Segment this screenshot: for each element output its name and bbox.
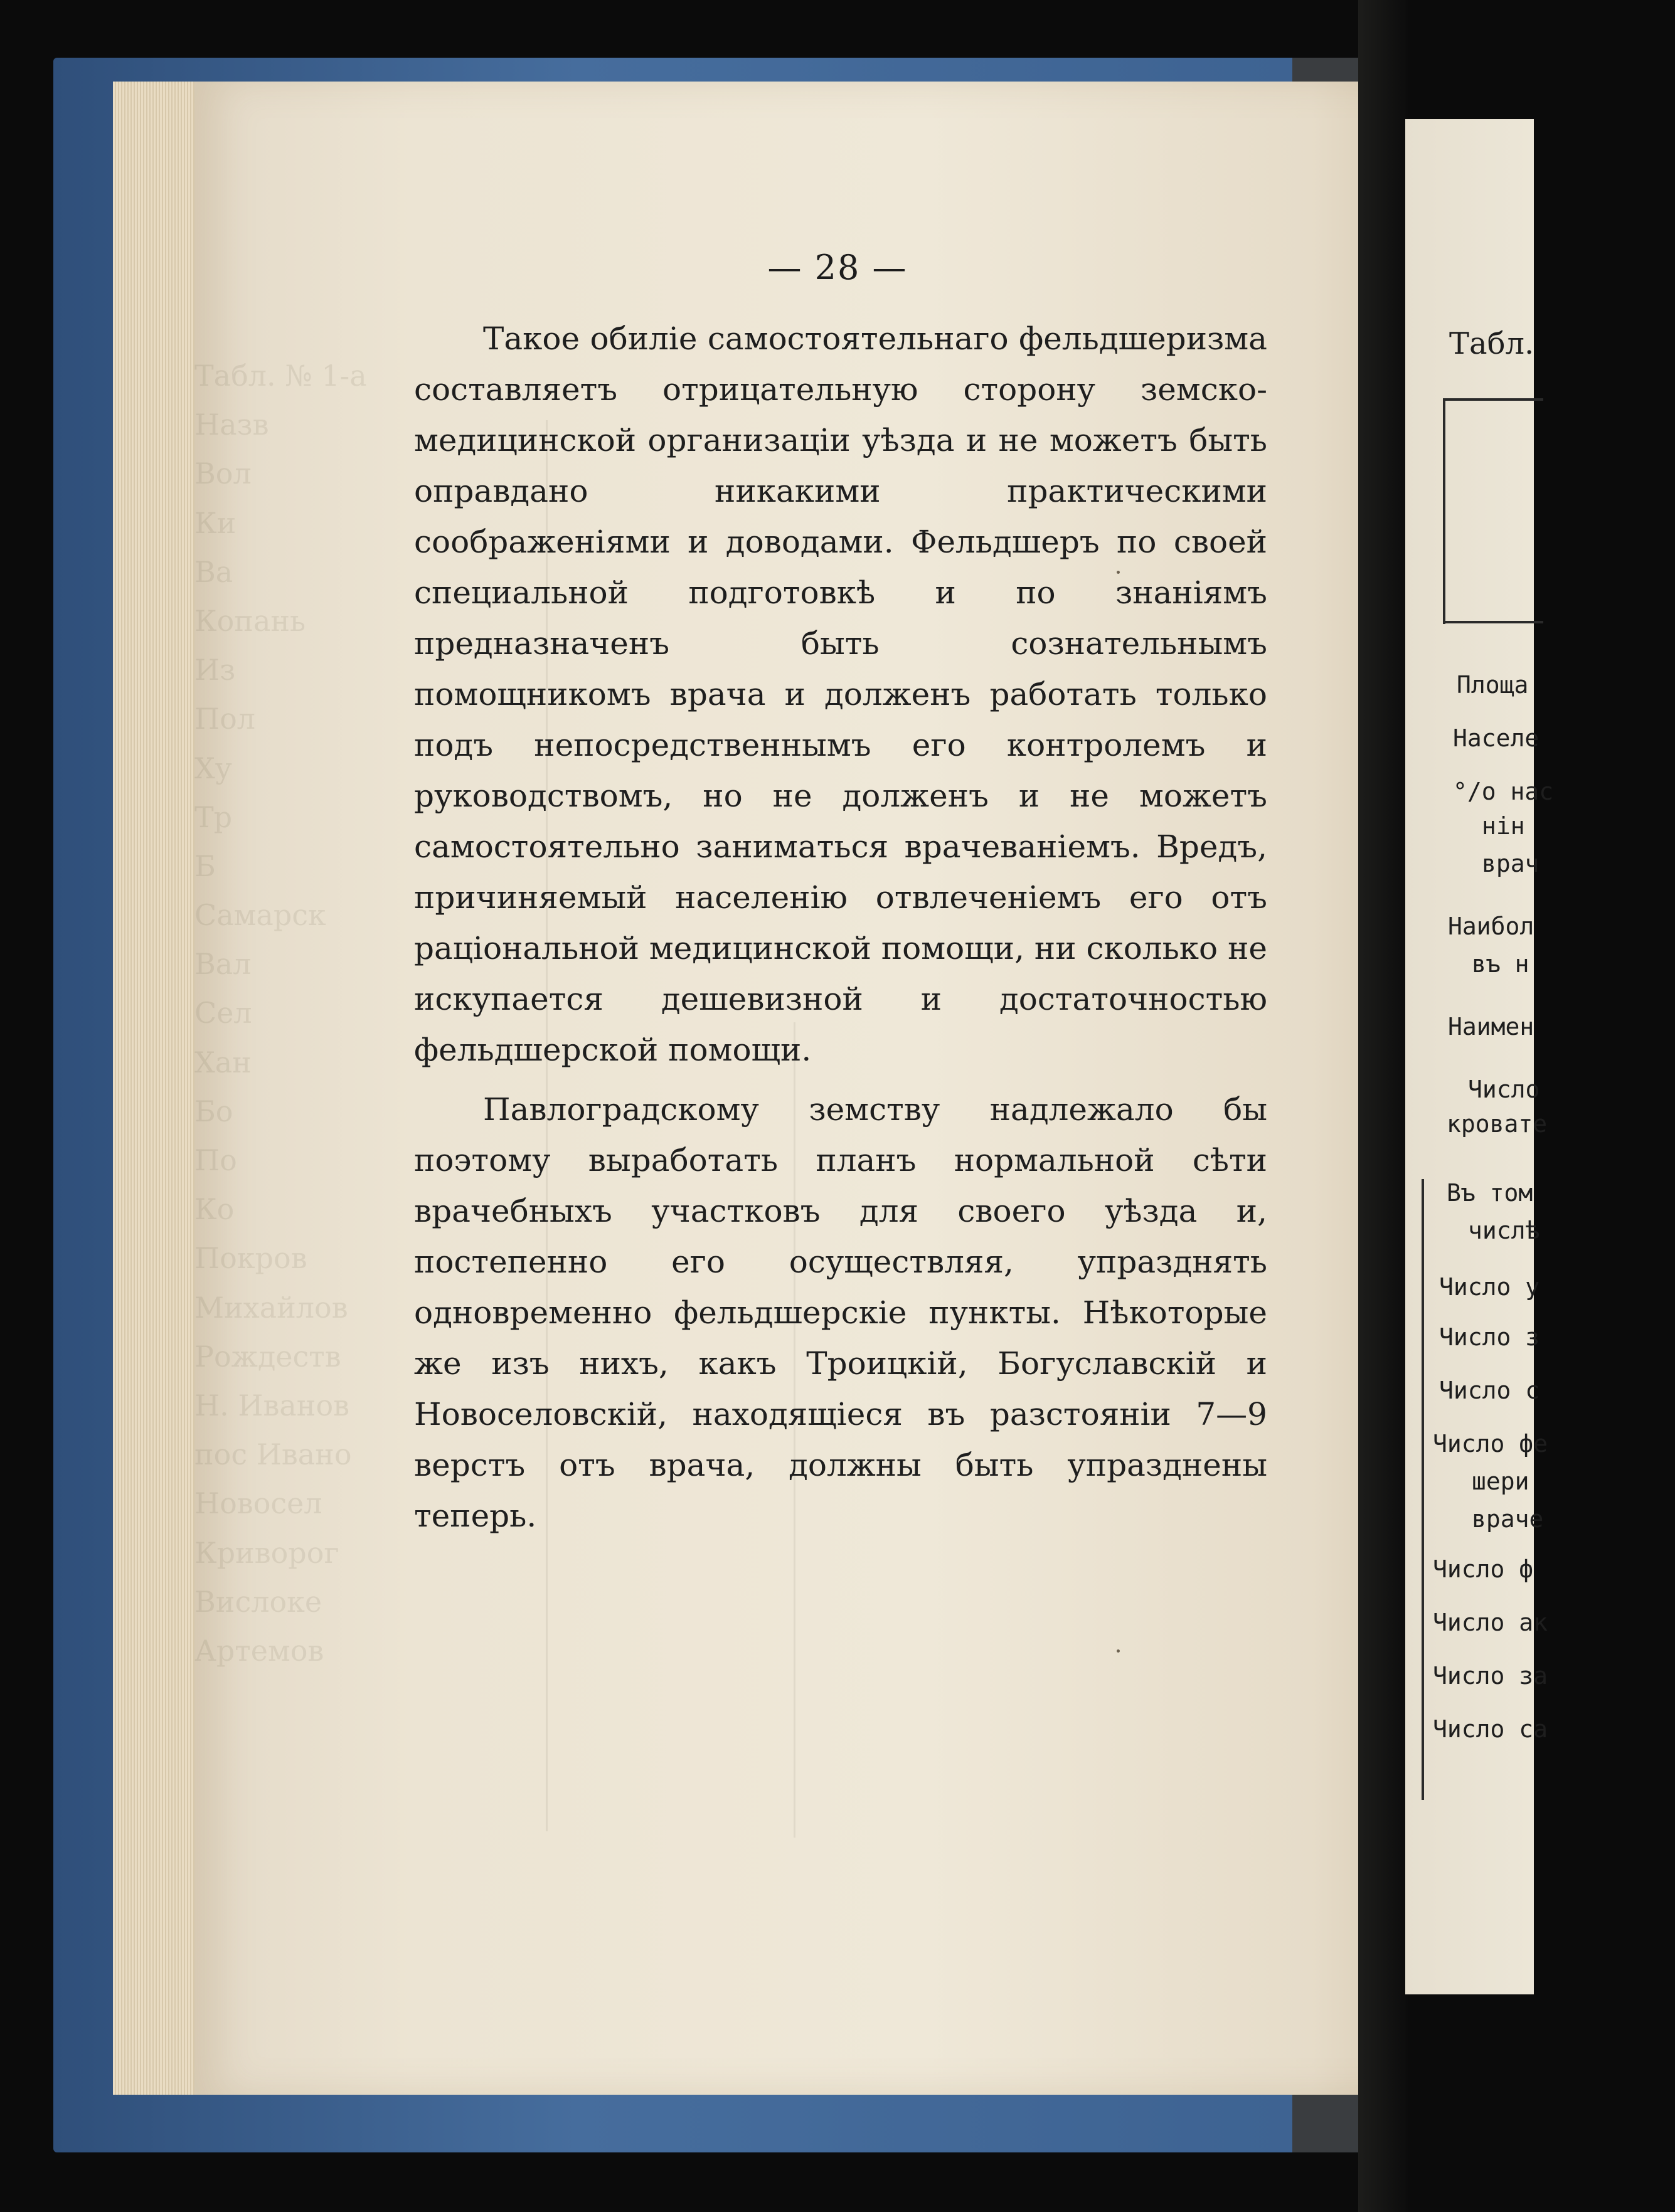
table-top-rule <box>1443 398 1543 401</box>
row-label: Число <box>1468 1076 1540 1103</box>
paragraph: Такое обиліе самостоятельнаго фельдшеризма составляетъ отрицательную сторону земско-медицинской организаціи уѣзда и не можетъ быть оправдано никакими практическими соображеніями и доводами. Фельдшеръ по своей специальной подготовкѣ и по знаніямъ предназначенъ быть сознательнымъ помощникомъ врача и долженъ работать только подъ непосредственнымъ его контролемъ и руководствомъ, но не долженъ и не можетъ самостоятельно заниматься врачеваніемъ. Вредъ, причиняемый населенію отвлеченіемъ его отъ раціональной медицинской помощи, ни сколько не искупается дешевизной и достаточностью фельдшерской помощи. <box>414 320 1267 1068</box>
row-label: Число ф <box>1433 1555 1534 1583</box>
row-label: нін <box>1482 812 1525 840</box>
row-label: °/o нас <box>1453 778 1554 805</box>
table-left-rule <box>1422 1179 1424 1800</box>
table-left-rule <box>1443 398 1445 624</box>
table-title: Табл. <box>1449 326 1534 361</box>
row-label: Число с <box>1439 1377 1540 1404</box>
row-label: числѣ <box>1468 1217 1540 1244</box>
row-label: Площа <box>1457 671 1529 699</box>
paragraph: Павлоградскому земству надлежало бы поэтому выработать планъ нормальной сѣти врачебныхъ участковъ для своего уѣзда и, постепенно его осуществляя, упразднять одновременно фельдшерскіе пункты. Нѣкоторые же изъ нихъ, какъ Троицкій, Богуславскій и Новоселовскій, находящіеся въ разстояніи 7—9 верстъ отъ врача, должны быть упразднены теперь. <box>414 1091 1267 1534</box>
row-label: Число з <box>1439 1323 1540 1351</box>
row-label: въ н <box>1472 950 1529 978</box>
row-label: Число за <box>1433 1662 1548 1690</box>
right-page-fragment <box>1405 119 1554 1994</box>
row-label: врач <box>1482 850 1539 877</box>
table-header-rule <box>1443 621 1543 623</box>
row-label: Число фе <box>1433 1430 1548 1458</box>
row-label: Наибол <box>1448 913 1534 940</box>
paper-speck <box>1117 1649 1120 1653</box>
body-text <box>414 314 1267 1542</box>
row-label: Число са <box>1433 1715 1548 1743</box>
row-label: Число ак <box>1433 1609 1548 1636</box>
row-label: Въ том <box>1447 1179 1533 1207</box>
bleed-through-left: Табл. № 1-а Назв Вол Ки Ва Копань Из Пол Ху Тр Б Самарск Вал Сел Хан Бо По Ко Покров Михайлов Рождеств Н. Иванов пос Ивано Новосел Криворог Вислоке Артемов <box>194 359 367 1668</box>
row-label: Число у <box>1439 1273 1540 1301</box>
page-edges-stack <box>113 82 201 2095</box>
row-label: Наимен <box>1448 1013 1534 1040</box>
row-label: Населе <box>1453 724 1539 752</box>
row-label: враче <box>1472 1505 1544 1533</box>
row-label: шери <box>1472 1468 1529 1495</box>
row-label: кровате <box>1447 1110 1548 1138</box>
gutter-shadow <box>1358 0 1408 2212</box>
page-number: — 28 — <box>767 248 908 287</box>
